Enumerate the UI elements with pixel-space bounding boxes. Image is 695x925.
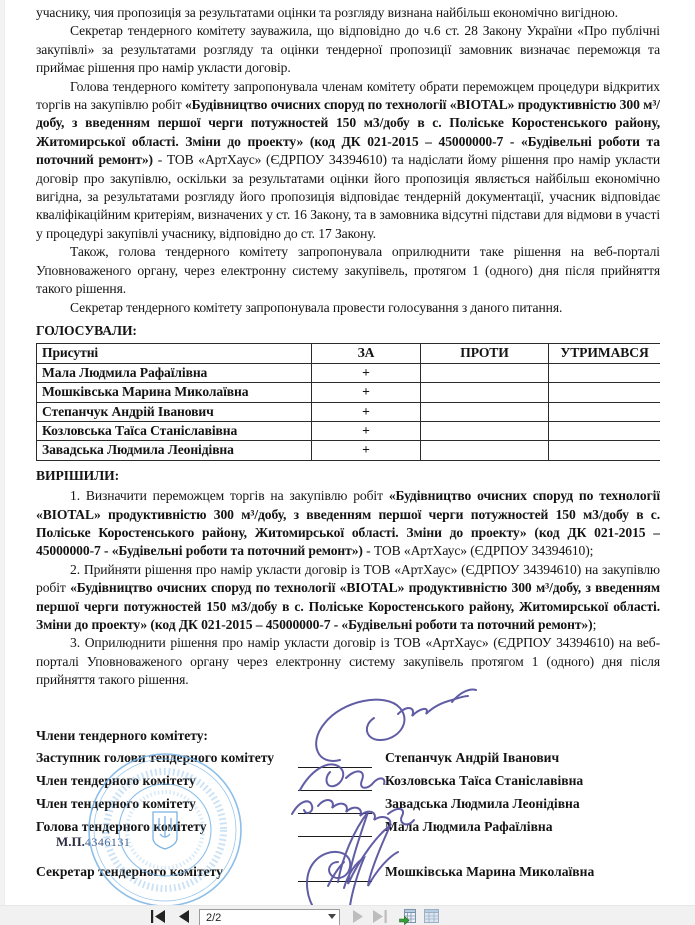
next-page-button[interactable] xyxy=(352,910,364,923)
decided-heading: ВИРІШИЛИ: xyxy=(36,467,120,483)
paragraph: Також, голова тендерного комітету запропонувала оприлюднити таке рішення на веб-порталі Уповноваженого органу, через електронну систему закупівель, протягом 1 (одного) дня після прийняття такого рішення. xyxy=(36,244,660,297)
column-against: ПРОТИ xyxy=(421,344,549,363)
vote-against xyxy=(421,383,549,402)
vote-against xyxy=(421,402,549,421)
signature-row xyxy=(36,773,660,795)
signature-line xyxy=(298,881,372,882)
vote-against xyxy=(421,363,549,382)
table-row xyxy=(37,383,661,402)
signature-heading: Члени тендерного комітету: xyxy=(36,728,208,743)
voting-heading: ГОЛОСУВАЛИ: xyxy=(36,322,137,338)
signature-role: Член тендерного комітету xyxy=(36,773,196,788)
signature-block xyxy=(36,724,660,925)
vote-for: + xyxy=(312,421,421,440)
vote-abstained xyxy=(549,383,661,402)
signature-row xyxy=(36,750,660,772)
first-page-button[interactable] xyxy=(150,910,166,923)
table-view-icon xyxy=(424,909,439,923)
signature-role: Член тендерного комітету xyxy=(36,796,196,811)
signature-name: Мала Людмила Рафаїлівна xyxy=(385,819,553,834)
signature-role: Заступник голови тендерного комітету xyxy=(36,750,275,765)
table-view-button[interactable] xyxy=(424,909,439,923)
document-page xyxy=(36,4,660,723)
vote-for: + xyxy=(312,441,421,460)
voting-table-body xyxy=(37,363,661,460)
next-page-icon xyxy=(352,910,364,923)
column-present: Присутні xyxy=(37,344,312,363)
signature-role: Секретар тендерного комітету xyxy=(36,864,223,879)
signature-name: Мошківська Марина Миколаївна xyxy=(385,864,595,879)
signature-row xyxy=(36,796,660,818)
table-row xyxy=(37,402,661,421)
signature-name: Козловська Таїса Станіславівна xyxy=(385,773,584,788)
paragraph: учаснику, чия пропозиція за результатами оцінки та розгляду визнана найбільш економічно вигідною. xyxy=(36,5,618,20)
first-page-icon xyxy=(150,910,166,923)
paragraphs xyxy=(36,4,660,317)
paragraph: Голова тендерного комітету запропонувала членам комітету обрати переможцем процедури відкритих торгів на закупівлю робіт «Будівництво очисних споруд по технології «BIOTAL» продуктивністю 300 м³/добу, з введенням першої черги потужностей 150 м3/добу в с. Поліське Коростенського району, Житомирської області. Зміни до проекту» (код ДК 021-2015 – 45000000-7 - «Будівельні роботи та поточний ремонт») - ТОВ «АртХаус» (ЄДРПОУ 34394610) та надіслати йому рішення про намір укласти договір про закупівлю, оскільки за результатами оцінки його пропозиція являється найбільш економічно вигідна, за результатами розгляду його пропозиція відповідає тендерній документації, учасник відповідає кваліфікаційним критеріям, визначених у ст. 16 Закону, та в замовника відсутні підстави для відмови в участі у процедурі закупівлі учаснику, відповідно до ст. 17 Закону. xyxy=(36,78,660,241)
member-name: Мала Людмила Рафаїлівна xyxy=(37,363,312,382)
vote-against xyxy=(421,421,549,440)
voting-table-header-row xyxy=(37,344,661,363)
member-name: Мошківська Марина Миколаївна xyxy=(37,383,312,402)
table-row xyxy=(37,421,661,440)
signature-line xyxy=(298,836,372,837)
vote-abstained xyxy=(549,441,661,460)
member-name: Завадська Людмила Леонідівна xyxy=(37,441,312,460)
decided-item: 1. Визначити переможцем торгів на закупівлю робіт «Будівництво очисних споруд по технології «BIOTAL» продуктивністю 300 м³/добу, з введенням першої черги потужностей 150 м3/добу в с. Поліське Коростенського району, Житомирської області. Зміни до проекту» (код ДК 021-2015 – 45000000-7 - «Будівельні роботи та поточний ремонт») - ТОВ «АртХаус» (ЄДРПОУ 34394610); xyxy=(36,488,660,559)
column-abstained: УТРИМАВСЯ xyxy=(549,344,661,363)
signature-name: Степанчук Андрій Іванович xyxy=(385,750,560,765)
chevron-down-icon[interactable] xyxy=(328,914,336,919)
decided-item: 2. Прийняти рішення про намір укласти договір із ТОВ «АртХаус» (ЄДРПОУ 34394610) на закупівлю робіт «Будівництво очисних споруд по технології «BIOTAL» продуктивністю 300 м³/добу, з введенням першої черги потужностей 150 м3/добу в с. Поліське Коростенського району, Житомирської області. Зміни до проекту» (код ДК 021-2015 – 45000000-7 - «Будівельні роботи та поточний ремонт»); xyxy=(36,561,660,632)
viewer-left-gutter xyxy=(0,0,5,905)
vote-abstained xyxy=(549,421,661,440)
previous-page-icon xyxy=(178,910,190,923)
vote-against xyxy=(421,441,549,460)
signature-row xyxy=(36,864,660,886)
signature-role: Голова тендерного комітету xyxy=(36,819,207,834)
vote-abstained xyxy=(549,363,661,382)
member-name: Козловська Таїса Станіславівна xyxy=(37,421,312,440)
decided-item: 3. Оприлюднити рішення про намір укласти договір із ТОВ «АртХаус» (ЄДРПОУ 34394610) на веб-порталі Уповноваженого органу через електронну систему закупівель протягом 1 (одного) дня після прийняття такого рішення. xyxy=(36,635,660,688)
voting-table xyxy=(36,343,660,460)
signature-name: Завадська Людмила Леонідівна xyxy=(385,796,580,811)
table-row xyxy=(37,441,661,460)
member-name: Степанчук Андрій Іванович xyxy=(37,402,312,421)
signature-line xyxy=(298,767,372,768)
decided-items xyxy=(36,487,660,689)
paragraph: Секретар тендерного комітету запропонувала провести голосування з даного питання. xyxy=(70,299,563,315)
signature-line xyxy=(298,813,372,814)
export-icon xyxy=(399,909,416,925)
previous-page-button[interactable] xyxy=(178,910,190,923)
page-number-field[interactable] xyxy=(199,909,340,925)
vote-for: + xyxy=(312,363,421,382)
vote-abstained xyxy=(549,402,661,421)
last-page-button[interactable] xyxy=(372,910,388,923)
stamp-place-label: М.П.4346131 xyxy=(56,834,131,849)
viewer-toolbar xyxy=(0,905,695,925)
vote-for: + xyxy=(312,383,421,402)
paragraph: Секретар тендерного комітету зауважила, що відповідно до ч.6 ст. 28 Закону України «Про публічні закупівлі» за результатами розгляду та оцінки тендерної пропозиції замовник визначає переможця та приймає рішення про намір укласти договір. xyxy=(36,23,660,76)
column-for: ЗА xyxy=(312,344,421,363)
vote-for: + xyxy=(312,402,421,421)
table-row xyxy=(37,363,661,382)
signature-line xyxy=(298,790,372,791)
page-number-value: 2/2 xyxy=(206,912,222,924)
last-page-icon xyxy=(372,910,388,923)
export-button[interactable] xyxy=(399,909,416,925)
